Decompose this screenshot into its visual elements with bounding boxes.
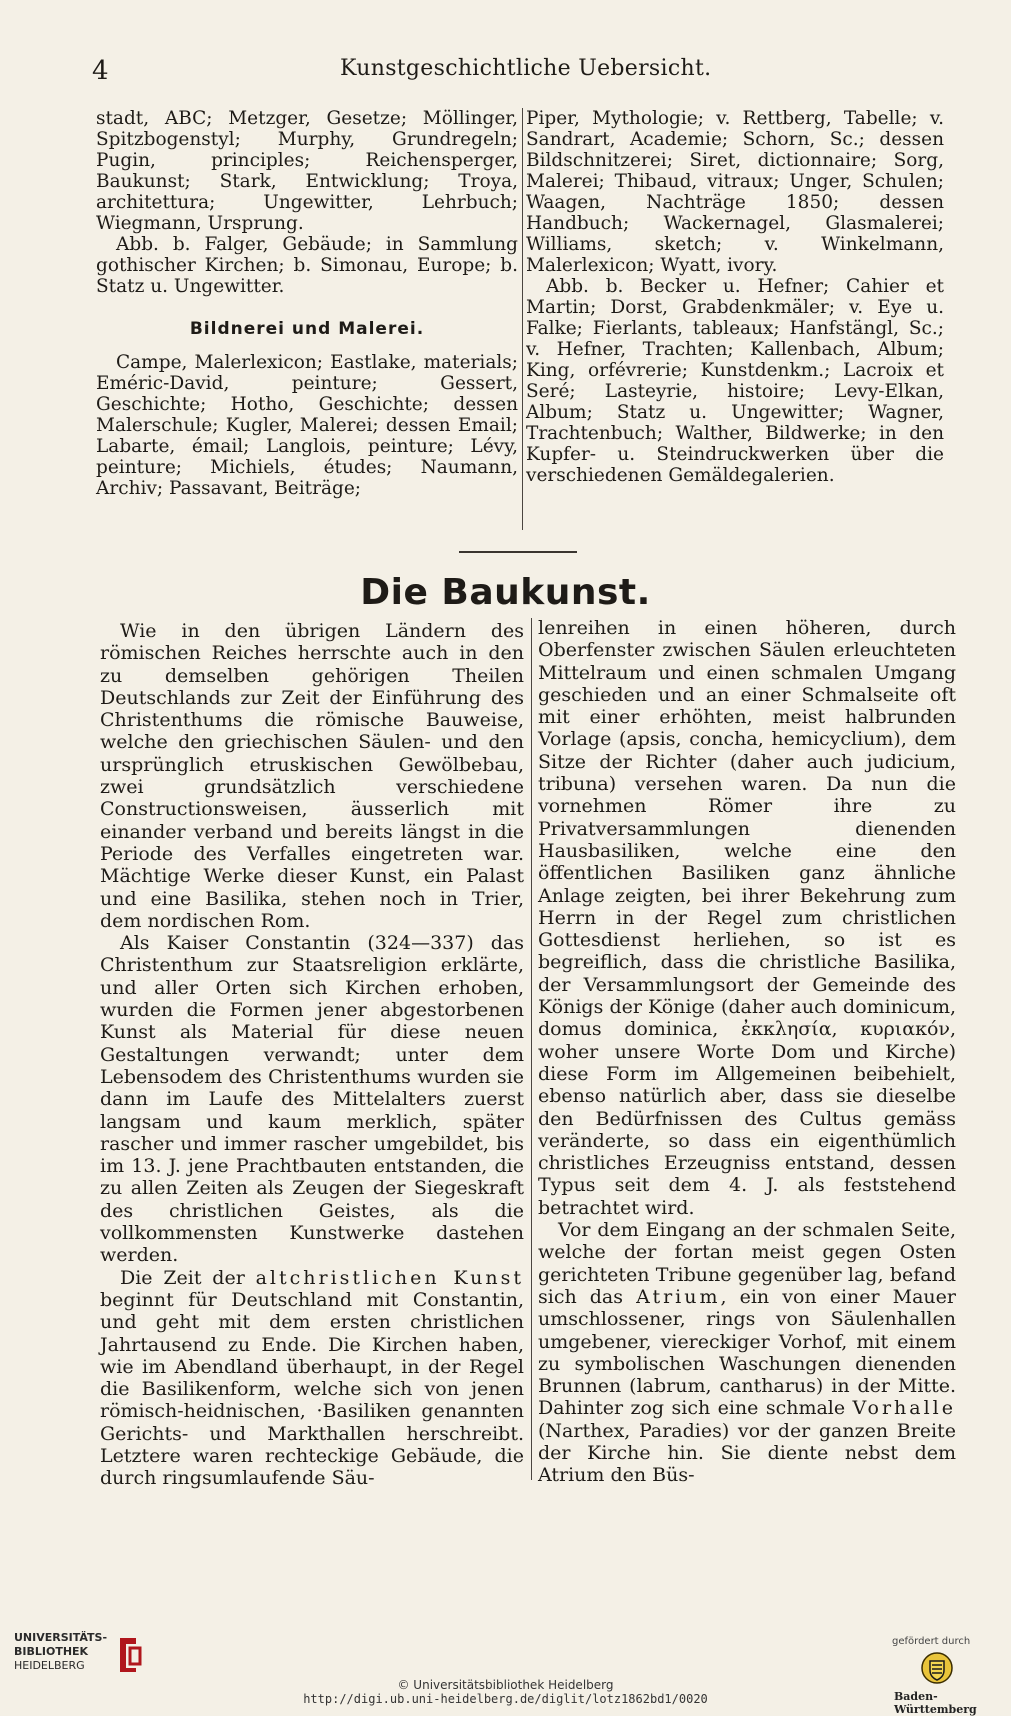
- library-mark-icon: [116, 1634, 142, 1674]
- spaced-term: Atrium: [636, 1285, 721, 1308]
- body-right-column: [538, 617, 956, 1487]
- text-run: (Narthex, Paradies) vor der ganzen Breite der Kirche hin. Sie diente nebst dem Atrium den Büs-: [538, 1419, 956, 1487]
- library-name-line: BIBLIOTHEK: [14, 1645, 89, 1658]
- state-coat-of-arms-icon: [921, 1652, 953, 1684]
- body-paragraph: lenreihen in einen höheren, durch Oberfenster zwischen Säulen erleuchteten Mittelraum und einen schmalen Umgang geschieden und an einer Schmalseite oft mit einer erhöhten, meist halbrunden Vorlage (apsis, concha, hemicyclium), dem Sitze der Richter (daher auch judicium, tribuna) versehen waren. Da nun die vornehmen Römer ihre zu Privatversammlungen dienenden Hausbasiliken, welche eine den öffentlichen Basiliken ganz ähnliche Anlage zeigten, bei ihrer Bekehrung zum Herrn in der Regel zum christlichen Gottesdienst herliehen, so ist es begreiflich, dass die christliche Basilika, der Versammlungsort der Gemeinde des Königs der Könige (daher auch dominicum, domus dominica, ἐκκλησία, κυριακόν, woher unsere Worte Dom und Kirche) diese Form im Allgemeinen beibehielt, ebenso natürlich aber, dass sie dieselbe den Bedürfnissen des Cultus gemäss veränderte, so dass ein eigenthümlich christliches Erzeugniss entstand, dessen Typus seit dem 4. J. als feststehend betrachtet wird.: [538, 617, 956, 1219]
- bibliography-paragraph: Piper, Mythologie; v. Rettberg, Tabelle; v. Sandrart, Academie; Schorn, Sc.; dessen Bildschnitzerei; Siret, dictionnaire; Sorg, Malerei; Thibaud, vitraux; Unger, Schulen; Waagen, Nachträge 1850; dessen Handbuch; Wackernagel, Glasmalerei; Williams, sketch; v. Winkelmann, Malerlexicon; Wyatt, ivory.: [526, 108, 944, 276]
- bibliography-paragraph: stadt, ABC; Metzger, Gesetze; Möllinger, Spitzbogenstyl; Murphy, Grundregeln; Pugin, principles; Reichensperger, Baukunst; Stark, Entwicklung; Troya, architettura; Ungewitter, Lehrbuch; Wiegmann, Ursprung.: [96, 108, 518, 234]
- body-paragraph: Als Kaiser Constantin (324—337) das Christenthum zur Staatsreligion erklärte, und aller Orten sich Kirchen erhoben, wurden die Formen jener abgestorbenen Kunst als Material für diese neuen Gestaltungen verwandt; unter dem Lebensodem des Christenthums wurden sie dann im Laufe des Mittelalters zuerst langsam und kaum merklich, später rascher und immer rascher umgebildet, bis im 13. J. jene Prachtbauten entstanden, die zu allen Zeiten als Zeugen der Siegeskraft des christlichen Geistes, als die vollkommensten Kunstwerke dastehen werden.: [100, 932, 524, 1267]
- bibliography-left-column: [96, 108, 518, 499]
- column-rule: [531, 618, 532, 1480]
- text-run: Vor dem Eingang an der schmalen Seite, welche der fortan meist gegen Osten gerichteten Tribune gegenüber lag, befand sich das: [538, 1219, 956, 1308]
- body-paragraph: [538, 1219, 956, 1487]
- library-name-line: HEIDELBERG: [14, 1659, 85, 1672]
- funder-name: Baden-Württemberg: [894, 1690, 977, 1716]
- body-paragraph: [100, 1267, 524, 1490]
- spaced-term: Vorhalle: [852, 1397, 956, 1420]
- running-head: Kunstgeschichtliche Uebersicht.: [340, 56, 712, 81]
- bibliography-paragraph: Abb. b. Becker u. Hefner; Cahier et Martin; Dorst, Grabdenkmäler; v. Eye u. Falke; Fierlants, tableaux; Hanfstängl, Sc.; v. Hefner, Trachten; Kallenbach, Album; King, orfévrerie; Kunstdenkm.; Lacroix et Seré; Lasteyrie, histoire; Levy-Elkan, Album; Statz u. Ungewitter; Wagner, Trachtenbuch; Walther, Bildwerke; in den Kupfer- u. Steindruckwerken über die verschiedenen Gemäldegalerien.: [526, 276, 944, 486]
- text-run: , ein von einer Mauer umschlossener, rings von Säulenhallen umgebener, viereckiger Vorhof, mit einem zu symbolischen Waschungen dienenden Brunnen (labrum, cantharus) in der Mitte. Dahinter zog sich eine schmale: [538, 1285, 956, 1420]
- body-paragraph: Wie in den übrigen Ländern des römischen Reiches herrschte auch in den zu demselben gehörigen Theilen Deutschlands zur Zeit der Einführung des Christenthums die römische Bauweise, welche den griechischen Säulen- und den ursprünglich etruskischen Gewölbebau, zwei grundsätzlich verschiedene Constructionsweisen, äusserlich mit einander verband und bereits längst in die Periode des Verfalles eingetreten war. Mächtige Werke dieser Kunst, ein Palast und eine Basilika, stehen noch in Trier, dem nordischen Rom.: [100, 620, 524, 932]
- bibliography-paragraph: Abb. b. Falger, Gebäude; in Sammlung gothischer Kirchen; b. Simonau, Europe; b. Statz u. Ungewitter.: [96, 234, 518, 297]
- text-run: Die Zeit der: [120, 1266, 256, 1289]
- text-run: beginnt für Deutschland mit Constantin, und geht mit dem ersten christlichen Jahrtausend zu Ende. Die Kirchen haben, wie im Abendland überhaupt, in der Regel die Basilikenform, welche sich von jenen römisch-heidnischen, ·Basiliken genannten Gerichts- und Markthallen herschreibt. Letztere waren rechteckige Gebäude, die durch ringsumlaufende Säu-: [100, 1288, 524, 1490]
- source-url[interactable]: http://digi.ub.uni-heidelberg.de/diglit/lotz1862bd1/0020: [303, 1692, 708, 1706]
- copyright-notice: © Universitätsbibliothek Heidelberg: [397, 1678, 614, 1692]
- library-name-line: UNIVERSITÄTS-: [14, 1631, 108, 1644]
- section-divider: [459, 551, 577, 553]
- bibliography-paragraph: Campe, Malerlexicon; Eastlake, materials; Eméric-David, peinture; Gessert, Geschichte; Hotho, Geschichte; dessen Malerschule; Kugler, Malerei; dessen Email; Labarte, émail; Langlois, peinture; Lévy, peinture; Michiels, études; Naumann, Archiv; Passavant, Beiträge;: [96, 352, 518, 499]
- section-title: Die Baukunst.: [360, 572, 651, 613]
- column-rule: [522, 108, 523, 530]
- spaced-term: altchristlichen Kunst: [255, 1266, 524, 1289]
- sub-heading: Bildnerei und Malerei.: [189, 319, 425, 339]
- funded-by-label: gefördert durch: [892, 1636, 971, 1647]
- bibliography-right-column: [526, 108, 944, 486]
- page-number: 4: [92, 56, 109, 86]
- library-logo: [14, 1631, 107, 1673]
- body-left-column: [100, 620, 524, 1490]
